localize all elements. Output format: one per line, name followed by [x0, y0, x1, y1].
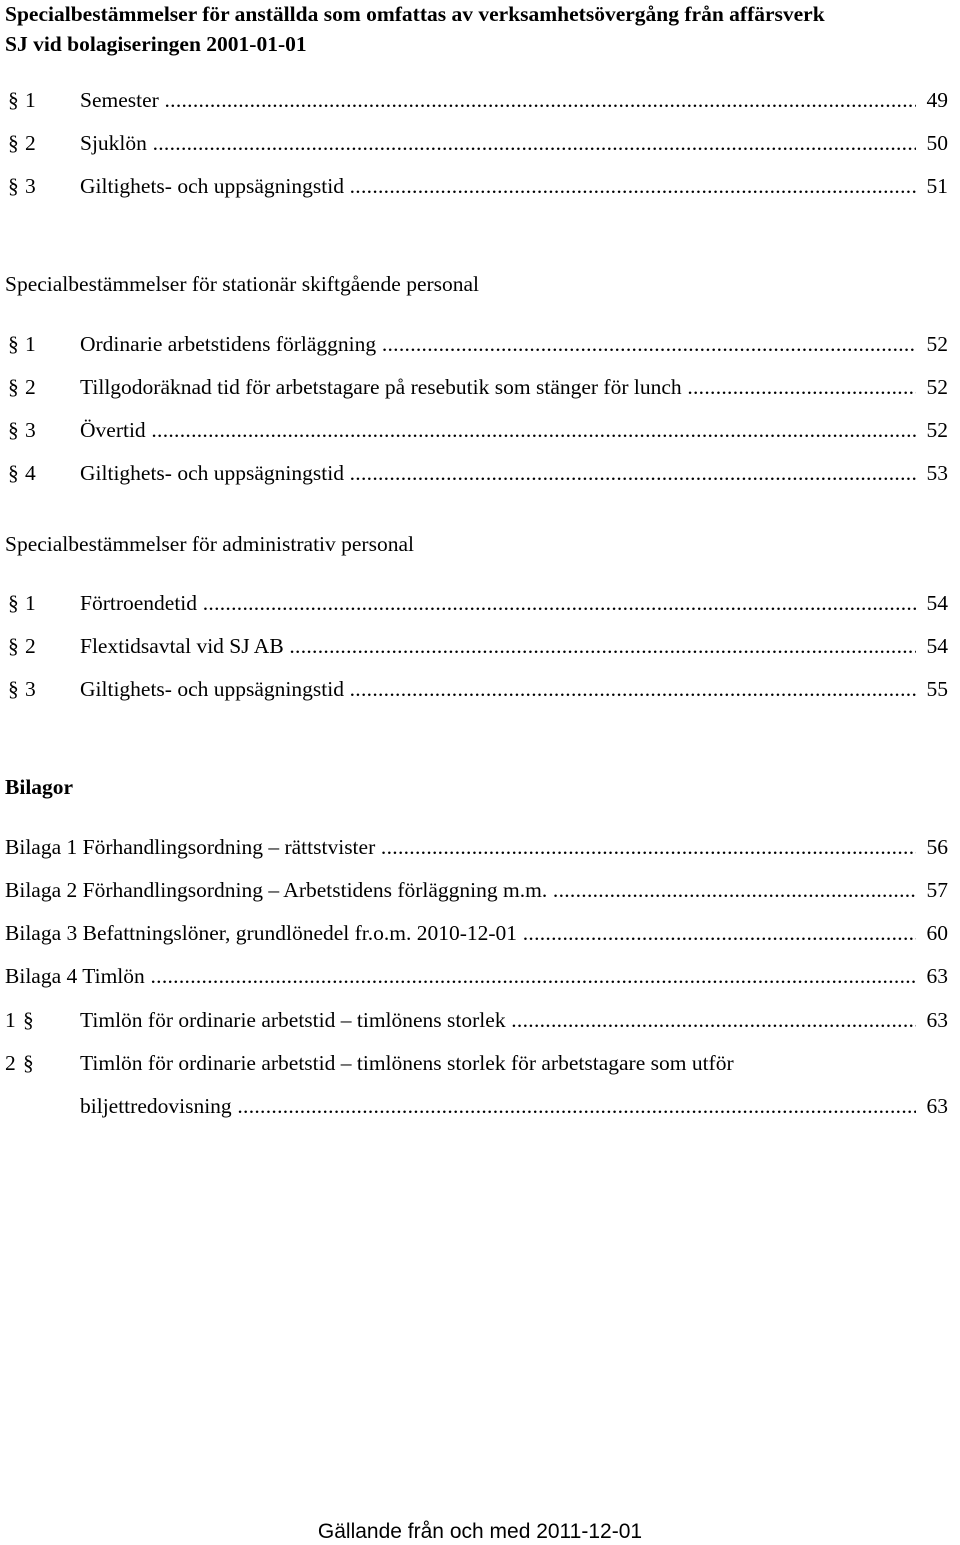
entry-title: Giltighets- och uppsägningstid ..... — [80, 674, 916, 704]
toc-entry[interactable] — [0, 588, 948, 618]
section-heading-line2: SJ vid bolagiseringen 2001-01-01 — [5, 32, 307, 56]
entry-number: 2 — [25, 634, 36, 658]
group-heading: Specialbestämmelser för administrativ personal — [5, 532, 414, 556]
entry-title: Flextidsavtal vid SJ AB ..... — [80, 631, 916, 661]
entry-page: 54 — [925, 588, 949, 618]
section-symbol: § — [8, 677, 19, 701]
toc-entry[interactable] — [0, 85, 948, 115]
entry-title: Ordinarie arbetstidens förläggning ..... — [80, 329, 916, 359]
entry-title: Bilaga 2 Förhandlingsordning – Arbetstidens förläggning m.m. ..... — [5, 875, 916, 905]
entry-page: 57 — [925, 875, 949, 905]
group-heading: Specialbestämmelser för stationär skiftgående personal — [5, 272, 480, 296]
entry-title: Giltighets- och uppsägningstid ..... — [80, 458, 916, 488]
entry-title: Förtroendetid ..... — [80, 588, 916, 618]
entry-title: Bilaga 4 Timlön ..... — [5, 961, 916, 991]
section-symbol: § — [8, 174, 19, 198]
toc-entry[interactable] — [0, 832, 948, 862]
entry-number: 1 — [25, 88, 36, 112]
toc-entry[interactable] — [0, 1005, 948, 1035]
entry-title: Giltighets- och uppsägningstid ..... — [80, 171, 916, 201]
entry-title: Bilaga 3 Befattningslöner, grundlönedel fr.o.m. 2010-12-01 ..... — [5, 918, 916, 948]
toc-entry[interactable] — [0, 1048, 948, 1078]
toc-entry-continuation[interactable] — [0, 1091, 948, 1121]
entry-number: 1 — [5, 1008, 16, 1032]
entry-page: 49 — [925, 85, 949, 115]
entry-title: Övertid ..... — [80, 415, 916, 445]
toc-entry[interactable] — [0, 918, 948, 948]
section-symbol: § — [8, 332, 19, 356]
section-symbol: § — [8, 634, 19, 658]
entry-title: Sjuklön ..... — [80, 128, 916, 158]
entry-title: Semester ..... — [80, 85, 916, 115]
toc-entry[interactable] — [0, 875, 948, 905]
section-symbol: § — [8, 88, 19, 112]
section-symbol: § — [8, 418, 19, 442]
toc-entry[interactable] — [0, 674, 948, 704]
entry-page: 54 — [925, 631, 949, 661]
entry-page: 50 — [925, 128, 949, 158]
page-footer: Gällande från och med 2011-12-01 — [317, 1520, 643, 1543]
entry-number: 3 — [25, 677, 36, 701]
entry-page: 52 — [925, 415, 949, 445]
toc-entry[interactable] — [0, 372, 948, 402]
entry-page: 63 — [925, 1005, 949, 1035]
entry-title: Bilaga 1 Förhandlingsordning – rättstvister ..... — [5, 832, 916, 862]
toc-entry[interactable] — [0, 171, 948, 201]
entry-number: 1 — [25, 591, 36, 615]
entry-title: Tillgodoräknad tid för arbetstagare på resebutik som stänger för lunch ..... — [80, 372, 916, 402]
entry-number: 2 — [25, 131, 36, 155]
entry-page: 56 — [925, 832, 949, 862]
entry-page: 51 — [925, 171, 949, 201]
toc-entry[interactable] — [0, 458, 948, 488]
entry-number: 1 — [25, 332, 36, 356]
section-heading-line1: Specialbestämmelser för anställda som omfattas av verksamhetsövergång från affärsverk — [5, 2, 825, 26]
entry-number: 2 — [5, 1051, 16, 1075]
toc-entry[interactable] — [0, 329, 948, 359]
entry-number: 3 — [25, 174, 36, 198]
section-symbol: § — [23, 1051, 34, 1075]
entry-page: 63 — [925, 1091, 949, 1121]
entry-number: 2 — [25, 375, 36, 399]
entry-number: 4 — [25, 461, 36, 485]
bilagor-heading: Bilagor — [5, 775, 74, 799]
entry-page: 53 — [925, 458, 949, 488]
entry-page: 52 — [925, 372, 949, 402]
entry-title: Timlön för ordinarie arbetstid – timlönens storlek ..... — [80, 1005, 916, 1035]
toc-entry[interactable] — [0, 128, 948, 158]
entry-title-continuation: biljettredovisning ..... — [80, 1091, 916, 1121]
section-symbol: § — [8, 375, 19, 399]
section-symbol: § — [23, 1008, 34, 1032]
toc-entry[interactable] — [0, 961, 948, 991]
entry-page: 63 — [925, 961, 949, 991]
entry-title: Timlön för ordinarie arbetstid – timlönens storlek för arbetstagare som utför — [80, 1051, 734, 1075]
section-symbol: § — [8, 461, 19, 485]
toc-entry[interactable] — [0, 415, 948, 445]
entry-page: 52 — [925, 329, 949, 359]
entry-number: 3 — [25, 418, 36, 442]
section-symbol: § — [8, 131, 19, 155]
entry-page: 55 — [925, 674, 949, 704]
entry-page: 60 — [925, 918, 949, 948]
toc-entry[interactable] — [0, 631, 948, 661]
section-symbol: § — [8, 591, 19, 615]
